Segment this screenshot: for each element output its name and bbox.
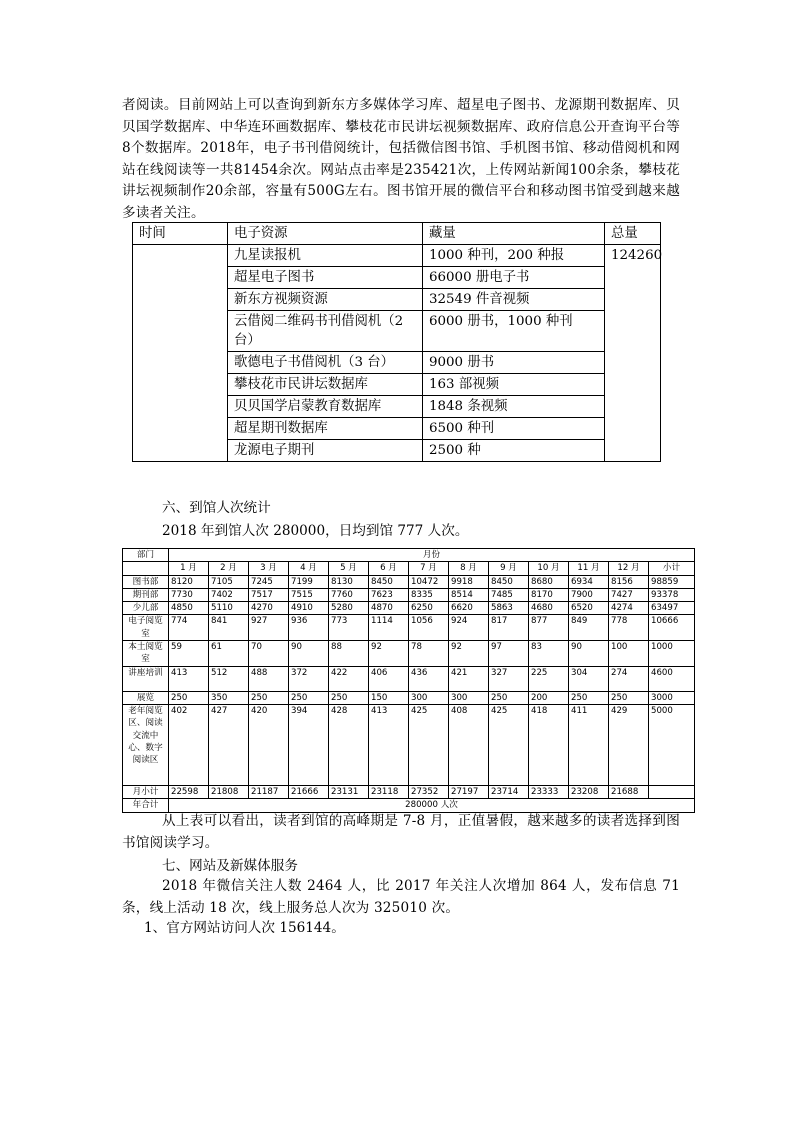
month-label: 10 月: [529, 562, 569, 575]
visits-value: 100: [609, 641, 649, 667]
visits-value: 5280: [329, 602, 369, 615]
section7-heading: 七、网站及新媒体服务: [162, 858, 298, 874]
visits-value: 413: [169, 666, 209, 691]
resource-name: 云借阅二维码书刊借阅机（2台）: [228, 311, 423, 352]
resource-amount: 1848 条视频: [423, 396, 605, 418]
resource-amount: 2500 种: [423, 440, 605, 462]
visits-value: 425: [489, 704, 529, 785]
visits-value: 924: [449, 615, 489, 641]
section7-paragraph: 2018 年微信关注人数 2464 人，比 2017 年关注人次增加 864 人，发布信息 71 条，线上活动 18 次，线上服务总人次为 325010 次。: [122, 878, 680, 916]
visits-row: [123, 666, 695, 691]
header-total: 总量: [605, 223, 661, 245]
dept-name: 讲座培训: [123, 666, 169, 691]
visits-value: 436: [409, 666, 449, 691]
visits-value: 849: [569, 615, 609, 641]
visits-value: 150: [369, 691, 409, 704]
visits-value: 8335: [409, 588, 449, 601]
resource-amount: 6500 种刊: [423, 418, 605, 440]
resource-name: 龙源电子期刊: [228, 440, 423, 462]
visits-value: 7515: [289, 588, 329, 601]
table-header-row: [133, 223, 661, 245]
dept-name: 月小计: [123, 785, 169, 798]
visits-value: 300: [449, 691, 489, 704]
visits-value: 4910: [289, 602, 329, 615]
month-label: 11 月: [569, 562, 609, 575]
resource-amount: 1000 种刊，200 种报: [423, 245, 605, 267]
month-label: 6 月: [369, 562, 409, 575]
month-label: 4 月: [289, 562, 329, 575]
visits-value: 250: [249, 691, 289, 704]
section7-item1: 1、官方网站访问人次 156144。: [144, 920, 345, 936]
dept-name: 电子阅览室: [123, 615, 169, 641]
visits-value: 327: [489, 666, 529, 691]
visits-value: 372: [289, 666, 329, 691]
visits-value: 6620: [449, 602, 489, 615]
visits-value: 5110: [209, 602, 249, 615]
visits-value: 8514: [449, 588, 489, 601]
dept-name: 老年阅览区、阅读交流中心、数字阅读区: [123, 704, 169, 785]
visits-value: 406: [369, 666, 409, 691]
visits-value: 394: [289, 704, 329, 785]
month-label: 5 月: [329, 562, 369, 575]
visits-value: 408: [449, 704, 489, 785]
visits-value: 841: [209, 615, 249, 641]
visits-value: 4274: [609, 602, 649, 615]
visits-value: 7105: [209, 575, 249, 588]
resource-amount: 66000 册电子书: [423, 267, 605, 289]
visits-value: 7760: [329, 588, 369, 601]
visits-value: 427: [209, 704, 249, 785]
visits-value: 7900: [569, 588, 609, 601]
visits-value: 420: [249, 704, 289, 785]
visits-value: 7199: [289, 575, 329, 588]
visits-value: 274: [609, 666, 649, 691]
visits-value: 23714: [489, 785, 529, 798]
visits-value: 350: [209, 691, 249, 704]
visits-value: 93378: [649, 588, 695, 601]
visits-value: 6520: [569, 602, 609, 615]
visits-value: 8450: [489, 575, 529, 588]
resource-name: 超星电子图书: [228, 267, 423, 289]
visits-value: 7245: [249, 575, 289, 588]
visits-value: 877: [529, 615, 569, 641]
header-holdings: 藏量: [423, 223, 605, 245]
visits-value: 5000: [649, 704, 695, 785]
table-row: [133, 245, 661, 267]
electronic-resources-table: [132, 222, 661, 462]
header-time: 时间: [133, 223, 228, 245]
section6-summary: 2018 年到馆人次 280000，日均到馆 777 人次。: [162, 523, 469, 539]
months-row-blank: [123, 562, 169, 575]
month-label: 9 月: [489, 562, 529, 575]
visits-value: 1056: [409, 615, 449, 641]
visits-value: 4270: [249, 602, 289, 615]
visits-value: 4870: [369, 602, 409, 615]
visits-value: 8156: [609, 575, 649, 588]
total-value: 124260: [605, 245, 661, 462]
visits-row: [123, 691, 695, 704]
visits-value: 8680: [529, 575, 569, 588]
month-header: 月份: [169, 549, 695, 562]
visits-value: 92: [369, 641, 409, 667]
visits-value: 22598: [169, 785, 209, 798]
visits-value: 70: [249, 641, 289, 667]
visits-value: 10472: [409, 575, 449, 588]
visits-row: [123, 785, 695, 798]
visits-value: 90: [569, 641, 609, 667]
visits-value: 61: [209, 641, 249, 667]
visits-value: 300: [409, 691, 449, 704]
resource-name: 新东方视频资源: [228, 289, 423, 311]
visits-value: 23208: [569, 785, 609, 798]
visits-value: 413: [369, 704, 409, 785]
visits-value: 4600: [649, 666, 695, 691]
visits-row: [123, 602, 695, 615]
visits-value: 428: [329, 704, 369, 785]
dept-name: 图书部: [123, 575, 169, 588]
month-label: 3 月: [249, 562, 289, 575]
visits-value: 78: [409, 641, 449, 667]
visits-value: 927: [249, 615, 289, 641]
visits-value: 488: [249, 666, 289, 691]
dept-name: 少儿部: [123, 602, 169, 615]
months-row: [123, 562, 695, 575]
visits-value: 21808: [209, 785, 249, 798]
time-cell: [133, 245, 228, 462]
visits-value: 250: [329, 691, 369, 704]
visits-value: 411: [569, 704, 609, 785]
visits-value: 27352: [409, 785, 449, 798]
visits-value: 1000: [649, 641, 695, 667]
visits-value: 27197: [449, 785, 489, 798]
dept-name: 期刊部: [123, 588, 169, 601]
section6-heading: 六、到馆人次统计: [162, 500, 271, 516]
visits-value: 7485: [489, 588, 529, 601]
visits-value: 7402: [209, 588, 249, 601]
visits-value: 250: [289, 691, 329, 704]
visits-value: 7730: [169, 588, 209, 601]
visits-table: [122, 548, 695, 813]
visits-value: 1114: [369, 615, 409, 641]
dept-header: 部门: [123, 549, 169, 562]
visits-value: 23333: [529, 785, 569, 798]
visits-value: 225: [529, 666, 569, 691]
visits-row: [123, 641, 695, 667]
month-label: 2 月: [209, 562, 249, 575]
month-label: 1 月: [169, 562, 209, 575]
visits-value: 418: [529, 704, 569, 785]
visits-value: 4680: [529, 602, 569, 615]
dept-name: 展览: [123, 691, 169, 704]
visits-value: [649, 785, 695, 798]
visits-value: 250: [169, 691, 209, 704]
visits-header-row: [123, 549, 695, 562]
month-label: 12 月: [609, 562, 649, 575]
resource-name: 贝贝国学启蒙教育数据库: [228, 396, 423, 418]
visits-value: 773: [329, 615, 369, 641]
visits-value: 7623: [369, 588, 409, 601]
visits-value: 200: [529, 691, 569, 704]
visits-value: 250: [489, 691, 529, 704]
resource-amount: 6000 册书，1000 种刊: [423, 311, 605, 352]
visits-value: 88: [329, 641, 369, 667]
visits-value: 429: [609, 704, 649, 785]
visits-value: 425: [409, 704, 449, 785]
header-resource: 电子资源: [228, 223, 423, 245]
resource-name: 攀枝花市民讲坛数据库: [228, 374, 423, 396]
visits-value: 421: [449, 666, 489, 691]
visits-value: 8170: [529, 588, 569, 601]
visits-value: 83: [529, 641, 569, 667]
visits-value: 304: [569, 666, 609, 691]
visits-value: 21187: [249, 785, 289, 798]
resource-name: 超星期刊数据库: [228, 418, 423, 440]
visits-value: 512: [209, 666, 249, 691]
visits-value: 3000: [649, 691, 695, 704]
month-label: 小计: [649, 562, 695, 575]
year-total-label: 年合计: [123, 799, 169, 812]
visits-value: 817: [489, 615, 529, 641]
visits-value: 63497: [649, 602, 695, 615]
resource-amount: 32549 件音视频: [423, 289, 605, 311]
visits-value: 92: [449, 641, 489, 667]
resource-name: 九星读报机: [228, 245, 423, 267]
visits-value: 8120: [169, 575, 209, 588]
visits-row: [123, 615, 695, 641]
resource-amount: 9000 册书: [423, 352, 605, 374]
visits-row: [123, 575, 695, 588]
visits-value: 774: [169, 615, 209, 641]
visits-value: 402: [169, 704, 209, 785]
visits-value: 422: [329, 666, 369, 691]
visits-value: 10666: [649, 615, 695, 641]
visits-value: 98859: [649, 575, 695, 588]
visits-value: 8130: [329, 575, 369, 588]
year-total-value: 280000 人次: [169, 799, 695, 812]
visits-value: 23131: [329, 785, 369, 798]
visits-row: [123, 704, 695, 785]
visits-value: 90: [289, 641, 329, 667]
visits-row: [123, 588, 695, 601]
resource-amount: 163 部视频: [423, 374, 605, 396]
visits-value: 936: [289, 615, 329, 641]
visits-value: 4850: [169, 602, 209, 615]
visits-value: 9918: [449, 575, 489, 588]
visits-value: 23118: [369, 785, 409, 798]
dept-name: 本土阅览室: [123, 641, 169, 667]
visits-value: 59: [169, 641, 209, 667]
visits-value: 6934: [569, 575, 609, 588]
visits-value: 5863: [489, 602, 529, 615]
visits-value: 250: [609, 691, 649, 704]
visits-value: 7427: [609, 588, 649, 601]
visits-value: 6250: [409, 602, 449, 615]
visits-value: 21688: [609, 785, 649, 798]
intro-paragraph: 者阅读。目前网站上可以查询到新东方多媒体学习库、超星电子图书、龙源期刊数据库、贝贝国学数据库、中华连环画数据库、攀枝花市民讲坛视频数据库、政府信息公开查询平台等8个数据库。2018年，电子书刊借阅统计，包括微信图书馆、手机图书馆、移动借阅机和网站在线阅读等一共81454余次。网站点击率是235421次，上传网站新闻100余条，攀枝花讲坛视频制作20余部，容量有500G左右。图书馆开展的微信平台和移动图书馆受到越来越多读者关注。: [122, 97, 680, 221]
visits-value: 250: [569, 691, 609, 704]
visits-value: 778: [609, 615, 649, 641]
visits-value: 97: [489, 641, 529, 667]
visits-value: 8450: [369, 575, 409, 588]
month-label: 7 月: [409, 562, 449, 575]
visits-value: 7517: [249, 588, 289, 601]
month-label: 8 月: [449, 562, 489, 575]
visits-value: 21666: [289, 785, 329, 798]
resource-name: 歌德电子书借阅机（3 台）: [228, 352, 423, 374]
analysis-paragraph: 从上表可以看出，读者到馆的高峰期是 7-8 月，正值暑假，越来越多的读者选择到图书馆阅读学习。: [122, 813, 680, 851]
